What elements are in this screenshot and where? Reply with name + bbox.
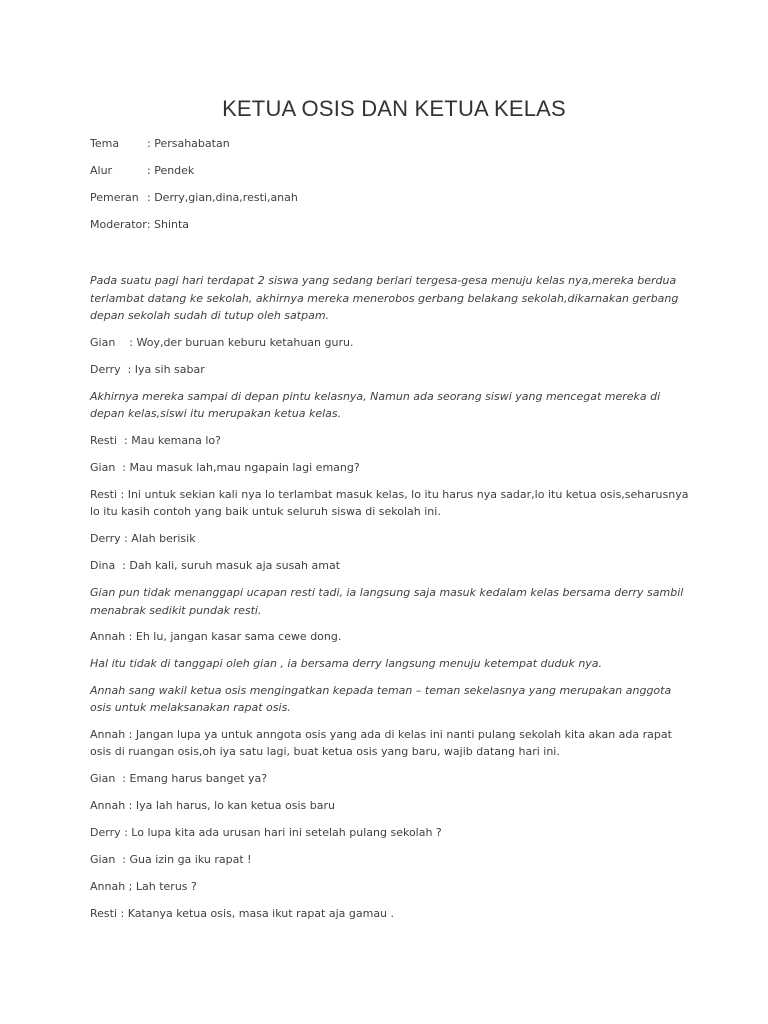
meta-key: Tema <box>90 137 120 150</box>
dialog-line: Derry : Lo lupa kita ada urusan hari ini setelah pulang sekolah ? <box>90 826 442 839</box>
narration-paragraph: Gian pun tidak menanggapi ucapan resti tadi, ia langsung saja masuk kedalam kelas bersama derry sambil menabrak sedikit pundak resti. <box>90 586 684 617</box>
dialog-line: Annah : Iya lah harus, lo kan ketua osis baru <box>90 799 335 812</box>
narration-paragraph: Annah sang wakil ketua osis mengingatkan kepada teman – teman sekelasnya yang merupakan anggota osis untuk melaksanakan rapat osis. <box>90 683 672 714</box>
meta-row-pemeran <box>90 190 690 217</box>
dialog-line: Annah : Eh lu, jangan kasar sama cewe dong. <box>90 630 342 643</box>
meta-value: : Shinta <box>146 218 190 231</box>
meta-block <box>90 136 690 244</box>
narration-paragraph: Akhirnya mereka sampai di depan pintu kelasnya, Namun ada seorang siswi yang mencegat mereka di depan kelas,siswi itu merupakan ketua kelas. <box>90 389 661 420</box>
document-title: KETUA OSIS DAN KETUA KELAS <box>222 96 566 121</box>
meta-value: : Derry,gian,dina,resti,anah <box>147 191 298 204</box>
dialog-line: Annah : Jangan lupa ya untuk anngota osis yang ada di kelas ini nanti pulang sekolah kita akan ada rapat osis di ruangan osis,oh iya satu lagi, buat ketua osis yang baru, wajib datang hari ini. <box>90 727 676 758</box>
meta-row-tema <box>90 136 690 163</box>
dialog-line: Gian : Woy,der buruan keburu ketahuan guru. <box>90 335 354 349</box>
dialog-line: Dina : Dah kali, suruh masuk aja susah amat <box>90 559 341 572</box>
dialog-line: Resti : Katanya ketua osis, masa ikut rapat aja gamau . <box>90 907 395 920</box>
dialog-line: Gian : Gua izin ga iku rapat ! <box>90 853 252 866</box>
meta-row-alur <box>90 163 690 190</box>
meta-key: Alur <box>90 164 113 177</box>
meta-value: : Pendek <box>147 164 195 177</box>
document-page <box>90 96 690 932</box>
dialog-line: Derry : Alah berisik <box>90 532 196 545</box>
dialog-line: Gian : Mau masuk lah,mau ngapain lagi emang? <box>90 460 360 474</box>
narration-paragraph: Hal itu tidak di tanggapi oleh gian , ia bersama derry langsung menuju ketempat duduk nya. <box>90 657 603 670</box>
dialog-line: Resti : Mau kemana lo? <box>90 433 221 447</box>
meta-key: Pemeran <box>90 191 139 204</box>
dialog-line: Gian : Emang harus banget ya? <box>90 772 268 785</box>
meta-key: Moderator <box>90 218 147 231</box>
story-body <box>90 272 690 923</box>
dialog-line: Annah ; Lah terus ? <box>90 880 197 893</box>
dialog-line: Resti : Ini untuk sekian kali nya lo terlambat masuk kelas, lo itu harus nya sadar,lo itu ketua osis,seharusnya lo itu kasih contoh yang baik untuk seluruh siswa di sekolah ini. <box>90 487 692 518</box>
section-spacer <box>90 244 690 272</box>
meta-value: : Persahabatan <box>147 137 230 150</box>
meta-row-moderator <box>90 217 690 244</box>
dialog-line: Derry : Iya sih sabar <box>90 362 205 376</box>
narration-paragraph: Pada suatu pagi hari terdapat 2 siswa yang sedang berlari tergesa-gesa menuju kelas nya,mereka berdua terlambat datang ke sekolah, akhirnya mereka menerobos gerbang belakang sekolah,dikarnakan gerbang depan sekolah sudah di tutup oleh satpam. <box>90 274 679 322</box>
